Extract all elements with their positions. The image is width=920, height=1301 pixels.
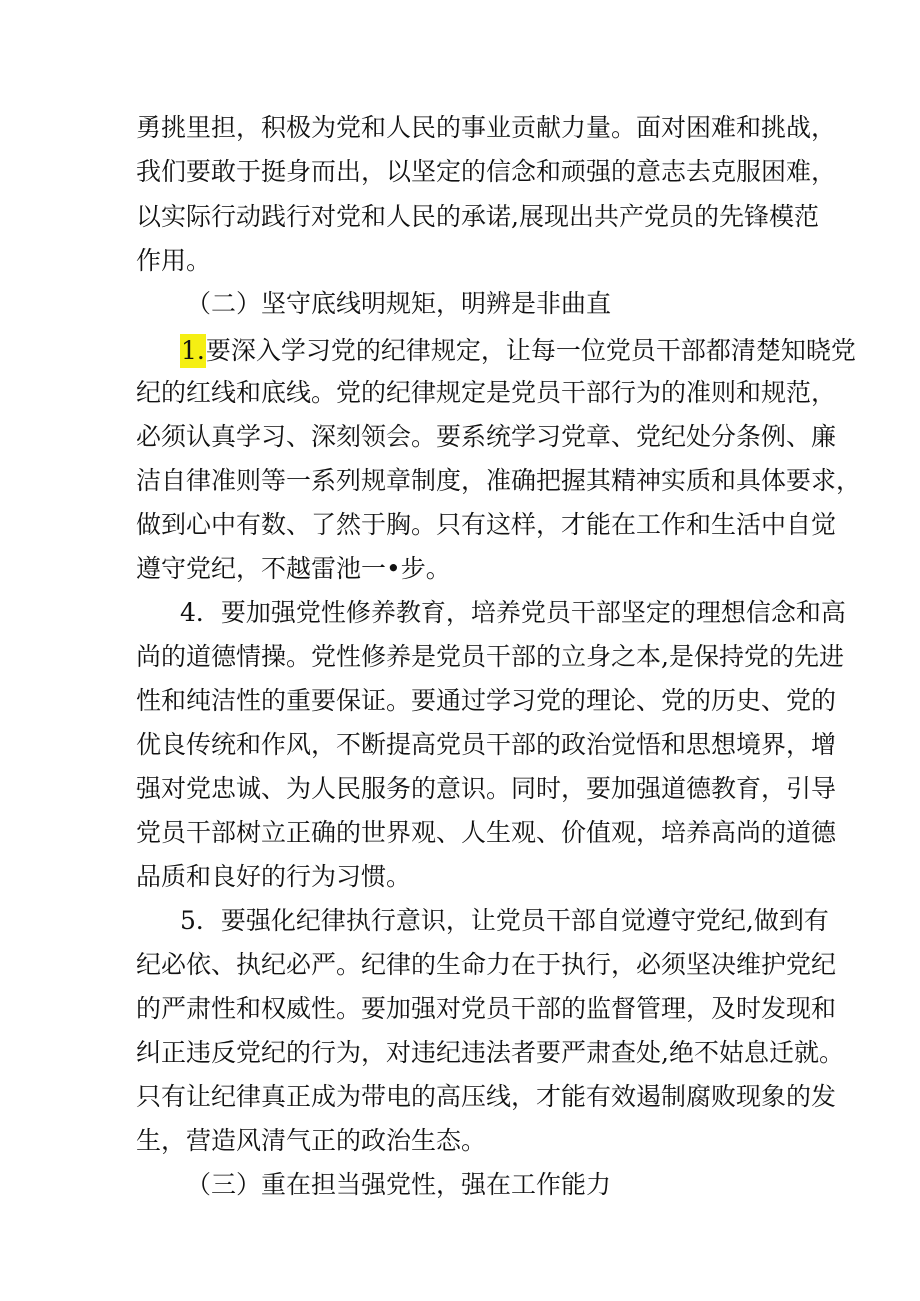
paragraph-first-line (180, 334, 856, 368)
section-heading: （二）坚守底线明规矩，明辨是非曲直 (186, 289, 612, 318)
paragraph-line: 纠正违反党纪的行为，对违纪违法者要严肃查处,绝不姑息迁就。 (136, 1038, 844, 1067)
paragraph-line: 性和纯洁性的重要保证。要通过学习党的理论、党的历史、党的 (136, 686, 837, 715)
paragraph-line: 强对党忠诚、为人民服务的意识。同时，要加强道德教育，引导 (136, 774, 837, 803)
paragraph-line: 勇挑里担，积极为党和人民的事业贡献力量。面对困难和挑战， (136, 113, 837, 142)
paragraph-line: 党员干部树立正确的世界观、人生观、价值观，培养高尚的道德 (136, 818, 837, 847)
paragraph-line: 的严肃性和权威性。要加强对党员干部的监督管理，及时发现和 (136, 994, 837, 1023)
paragraph-line-text: 要深入学习党的纪律规定，让每一位党员干部都清楚知晓党 (205, 336, 856, 365)
paragraph-line: 遵守党纪，不越雷池一•步。 (136, 554, 451, 583)
paragraph-line: 我们要敢于挺身而出，以坚定的信念和顽强的意志去克服困难， (136, 157, 837, 186)
section-heading: （三）重在担当强党性，强在工作能力 (186, 1170, 612, 1199)
paragraph-line: 洁自律准则等一系列规章制度，准确把握其精神实质和具体要求， (136, 466, 862, 495)
paragraph-line: 作用。 (136, 246, 212, 275)
highlighted-item-number: 1. (180, 334, 206, 368)
paragraph-line: 必须认真学习、深刻领会。要系统学习党章、党纪处分条例、廉 (136, 422, 837, 451)
paragraph-line: 品质和良好的行为习惯。 (136, 862, 412, 891)
paragraph-line: 以实际行动践行对党和人民的承诺,展现出共产党员的先锋模范 (136, 202, 819, 231)
paragraph-line: 做到心中有数、了然于胸。只有这样，才能在工作和生活中自觉 (136, 510, 837, 539)
paragraph-line: 尚的道德情操。党性修养是党员干部的立身之本,是保持党的先进 (136, 642, 844, 671)
paragraph-line: 生，营造风清气正的政治生态。 (136, 1126, 487, 1155)
paragraph-first-line: 4．要加强党性修养教育，培养党员干部坚定的理想信念和高 (180, 598, 846, 627)
paragraph-line: 优良传统和作风，不断提高党员干部的政治觉悟和思想境界，增 (136, 730, 837, 759)
paragraph-line: 纪的红线和底线。党的纪律规定是党员干部行为的准则和规范， (136, 378, 837, 407)
paragraph-line: 纪必依、执纪必严。纪律的生命力在于执行，必须坚决维护党纪 (136, 950, 837, 979)
paragraph-line: 只有让纪律真正成为带电的高压线，才能有效遏制腐败现象的发 (136, 1082, 837, 1111)
paragraph-first-line: 5．要强化纪律执行意识，让党员干部自觉遵守党纪,做到有 (180, 906, 829, 935)
